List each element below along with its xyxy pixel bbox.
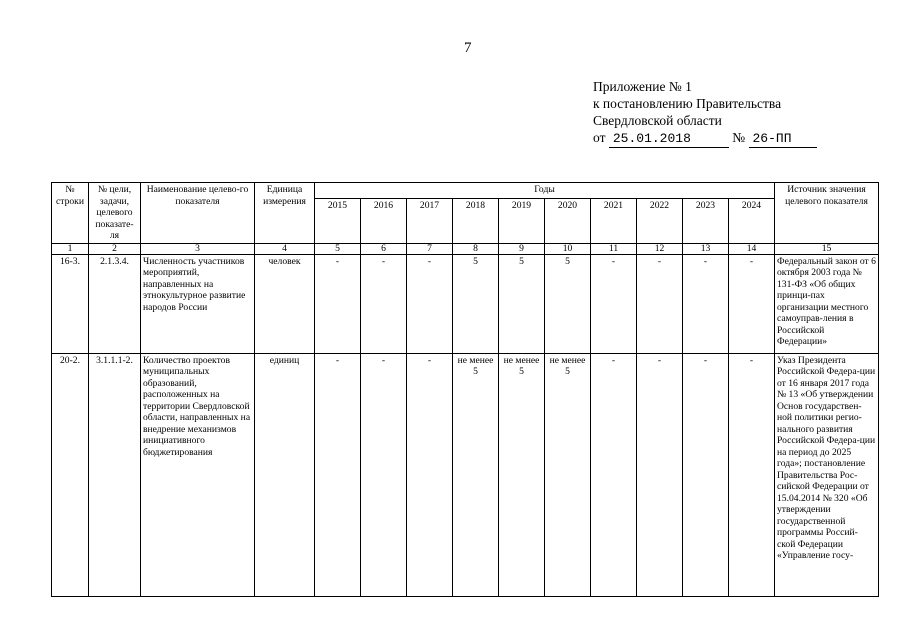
year-value: - bbox=[683, 254, 729, 353]
year-value: - bbox=[315, 254, 361, 353]
appendix-date-line bbox=[593, 129, 817, 148]
year-header: 2024 bbox=[729, 198, 775, 243]
year-header: 2023 bbox=[683, 198, 729, 243]
appendix-header bbox=[593, 78, 817, 148]
year-value: - bbox=[361, 353, 407, 596]
year-header: 2016 bbox=[361, 198, 407, 243]
column-number: 15 bbox=[775, 243, 879, 254]
year-header: 2018 bbox=[453, 198, 499, 243]
year-value: - bbox=[729, 254, 775, 353]
column-number: 8 bbox=[453, 243, 499, 254]
indicator-name: Количество проектов муниципальных образований, расположенных на территории Свердловской области, направленных на внедрение механизмов инициативного бюджетирования bbox=[141, 353, 255, 596]
column-number: 6 bbox=[361, 243, 407, 254]
column-number: 3 bbox=[141, 243, 255, 254]
indicators-table bbox=[51, 182, 879, 597]
column-number: 2 bbox=[89, 243, 141, 254]
table-row bbox=[52, 353, 879, 596]
table-row bbox=[52, 254, 879, 353]
row-number: 16-3. bbox=[52, 254, 89, 353]
column-number: 4 bbox=[255, 243, 315, 254]
col-header-row-no: № строки bbox=[52, 183, 89, 244]
number-prefix: № bbox=[732, 130, 746, 145]
year-value: 5 bbox=[545, 254, 591, 353]
year-value: не менее 5 bbox=[545, 353, 591, 596]
year-header: 2021 bbox=[591, 198, 637, 243]
column-number: 7 bbox=[407, 243, 453, 254]
year-value: - bbox=[407, 353, 453, 596]
year-value: не менее 5 bbox=[499, 353, 545, 596]
date-prefix: от bbox=[593, 130, 606, 145]
unit: единиц bbox=[255, 353, 315, 596]
col-header-source: Источник значения целевого показателя bbox=[775, 183, 879, 244]
column-number: 13 bbox=[683, 243, 729, 254]
year-value: - bbox=[729, 353, 775, 596]
column-number: 10 bbox=[545, 243, 591, 254]
page-number: 7 bbox=[464, 40, 472, 56]
task-number: 2.1.3.4. bbox=[89, 254, 141, 353]
appendix-resolution-line: к постановлению Правительства bbox=[593, 96, 782, 111]
column-number: 12 bbox=[637, 243, 683, 254]
column-number: 9 bbox=[499, 243, 545, 254]
source: Федеральный закон от 6 октября 2003 года № 131-ФЗ «Об общих принци-пах организации местного самоуправ-ления в Российской Федерации» bbox=[775, 254, 879, 353]
column-number: 1 bbox=[52, 243, 89, 254]
year-value: - bbox=[315, 353, 361, 596]
year-value: - bbox=[591, 353, 637, 596]
year-value: 5 bbox=[453, 254, 499, 353]
year-header: 2019 bbox=[499, 198, 545, 243]
year-header: 2015 bbox=[315, 198, 361, 243]
unit: человек bbox=[255, 254, 315, 353]
task-number: 3.1.1.1-2. bbox=[89, 353, 141, 596]
column-number-row bbox=[52, 243, 879, 254]
year-value: - bbox=[637, 254, 683, 353]
source: Указ Президента Российской Федера-ции от 16 января 2017 года № 13 «Об утверждении Основ государствен-ной политики регио-нального развития Российской Федера-ции на период до 2025 года»; постановление Правительства Рос-сийской Федерации от 15.04.2014 № 320 «Об утверждении государственной программы Россий-ской Федерации «Управление госу- bbox=[775, 353, 879, 596]
column-number: 5 bbox=[315, 243, 361, 254]
year-value: - bbox=[591, 254, 637, 353]
year-value: 5 bbox=[499, 254, 545, 353]
year-value: не менее 5 bbox=[453, 353, 499, 596]
col-header-years: Годы bbox=[315, 183, 775, 199]
col-header-unit: Единица измерения bbox=[255, 183, 315, 244]
year-value: - bbox=[407, 254, 453, 353]
appendix-title: Приложение № 1 bbox=[593, 79, 692, 94]
column-number: 11 bbox=[591, 243, 637, 254]
col-header-name: Наименование целево-го показателя bbox=[141, 183, 255, 244]
year-header: 2022 bbox=[637, 198, 683, 243]
resolution-number: 26-ПП bbox=[749, 130, 817, 148]
year-header: 2017 bbox=[407, 198, 453, 243]
year-value: - bbox=[683, 353, 729, 596]
year-header: 2020 bbox=[545, 198, 591, 243]
col-header-task-no: № цели, задачи, целевого показате-ля bbox=[89, 183, 141, 244]
year-value: - bbox=[637, 353, 683, 596]
year-value: - bbox=[361, 254, 407, 353]
appendix-region-line: Свердловской области bbox=[593, 113, 722, 128]
header-row-1 bbox=[52, 183, 879, 199]
row-number: 20-2. bbox=[52, 353, 89, 596]
resolution-date: 25.01.2018 bbox=[609, 130, 729, 148]
column-number: 14 bbox=[729, 243, 775, 254]
indicator-name: Численность участников мероприятий, направленных на этнокультурное развитие народов России bbox=[141, 254, 255, 353]
